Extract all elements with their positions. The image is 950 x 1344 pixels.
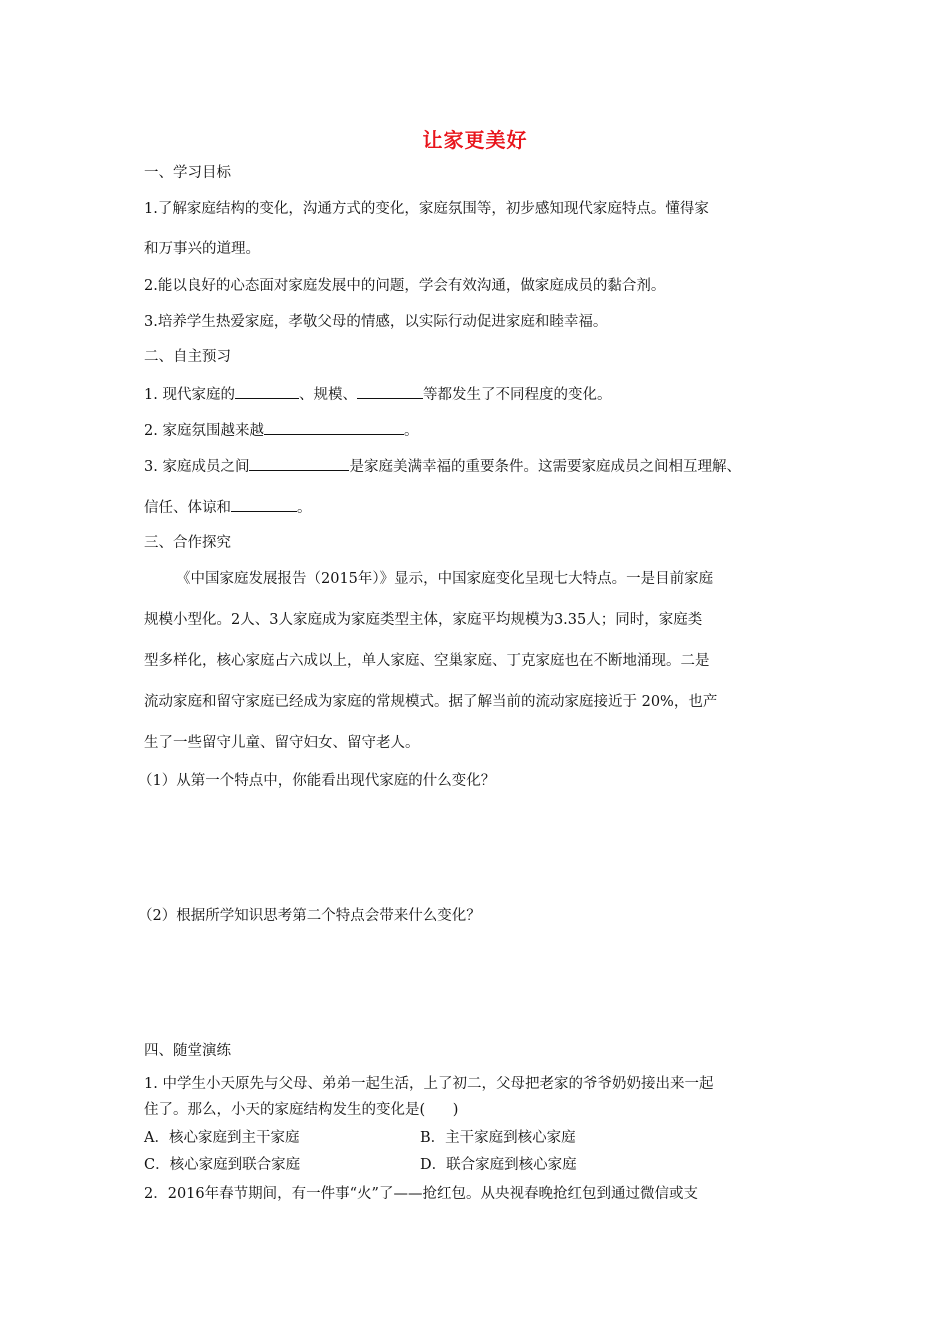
fill-blank[interactable] (235, 384, 299, 399)
practice-question-2-line-1: 2．2016年春节期间，有一件事“火”了——抢红包。从央视春晚抢红包到通过微信或支 (144, 1186, 698, 1202)
practice-option-b[interactable]: B．主干家庭到核心家庭 (420, 1130, 576, 1146)
practice-option-c[interactable]: C．核心家庭到联合家庭 (144, 1157, 301, 1173)
preview-q2-text-b: 。 (403, 423, 419, 439)
section-heading-preview: 二、自主预习 (144, 349, 231, 365)
section-heading-goals: 一、学习目标 (144, 165, 231, 181)
preview-q1-text-b: 、规模、 (298, 387, 357, 403)
fill-blank[interactable] (249, 456, 349, 471)
goal-item-2: 2.能以良好的心态面对家庭发展中的问题，学会有效沟通，做家庭成员的黏合剂。 (144, 278, 666, 294)
preview-question-2 (144, 420, 418, 441)
explore-question-1: （1）从第一个特点中，你能看出现代家庭的什么变化？ (138, 773, 496, 789)
preview-q3-text-d: 。 (297, 500, 312, 516)
explore-paragraph-line-3: 型多样化，核心家庭占六成以上，单人家庭、空巢家庭、丁克家庭也在不断地涌现。二是 (144, 653, 710, 669)
preview-question-3-line-1 (144, 456, 741, 477)
preview-question-3-line-2 (144, 497, 312, 518)
fill-blank[interactable] (264, 420, 404, 435)
section-heading-explore: 三、合作探究 (144, 535, 231, 551)
section-heading-practice: 四、随堂演练 (144, 1043, 231, 1059)
explore-paragraph-line-1: 《中国家庭发展报告（2015年）》显示，中国家庭变化呈现七大特点。一是目前家庭 (176, 571, 714, 587)
practice-option-a[interactable]: A．核心家庭到主干家庭 (144, 1130, 300, 1146)
preview-q3-text-b: 是家庭美满幸福的重要条件。这需要家庭成员之间相互理解、 (349, 459, 741, 475)
explore-paragraph-line-2: 规模小型化。2人、3人家庭成为家庭类型主体，家庭平均规模为3.35人；同时，家庭类 (144, 612, 703, 628)
practice-option-d[interactable]: D．联合家庭到核心家庭 (420, 1157, 577, 1173)
page-title: 让家更美好 (422, 128, 528, 152)
preview-q1-text-c: 等都发生了不同程度的变化。 (422, 387, 612, 403)
practice-question-1-line-1: 1. 中学生小天原先与父母、弟弟一起生活，上了初二，父母把老家的爷爷奶奶接出来一起 (144, 1076, 714, 1092)
preview-q2-text-a: 2. 家庭氛围越来越 (144, 423, 264, 439)
goal-item-1-line-1: 1.了解家庭结构的变化，沟通方式的变化，家庭氛围等，初步感知现代家庭特点。懂得家 (144, 201, 709, 217)
preview-q3-text-a: 3. 家庭成员之间 (144, 459, 250, 475)
preview-question-1 (144, 384, 611, 405)
explore-paragraph-line-5: 生了一些留守儿童、留守妇女、留守老人。 (144, 735, 420, 751)
preview-q1-text-a: 1. 现代家庭的 (144, 387, 235, 403)
explore-paragraph-line-4: 流动家庭和留守家庭已经成为家庭的常规模式。据了解当前的流动家庭接近于 20%，也产 (144, 694, 718, 710)
goal-item-1-line-2: 和万事兴的道理。 (144, 241, 260, 257)
practice-question-1-line-2: 住了。那么，小天的家庭结构发生的变化是( ) (144, 1102, 459, 1118)
explore-question-2: （2）根据所学知识思考第二个特点会带来什么变化？ (138, 908, 481, 924)
fill-blank[interactable] (231, 497, 297, 512)
preview-q3-text-c: 信任、体谅和 (144, 500, 231, 516)
goal-item-3: 3.培养学生热爱家庭，孝敬父母的情感，以实际行动促进家庭和睦幸福。 (144, 314, 608, 330)
fill-blank[interactable] (357, 384, 423, 399)
